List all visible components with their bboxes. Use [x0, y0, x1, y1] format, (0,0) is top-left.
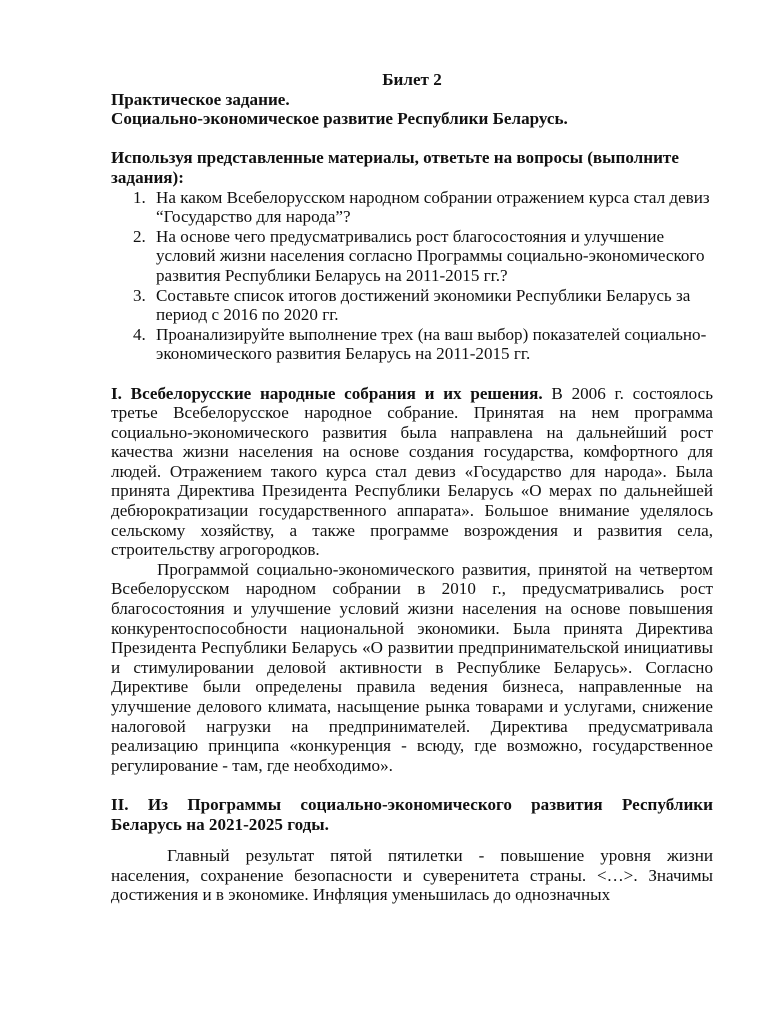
questions-list: [111, 188, 713, 364]
ticket-title: Билет 2: [382, 70, 442, 89]
section1-paragraph1: [111, 384, 713, 560]
document-body: [111, 70, 713, 905]
question-text: На каком Всебелорусском народном собрании отражением курса стал девиз “Государство для народа”?: [156, 187, 710, 227]
section1-paragraph1-text: В 2006 г. состоялось третье Всебелорусское народное собрание. Принятая на нем программа социально-экономического развития была направлена на дальнейший рост качества жизни населения на основе создания государства, комфортного для людей. Отражением такого курса стал девиз «Государство для народа». Была принята Директива Президента Республики Беларусь «О мерах по дальнейшей дебюрократизации государственного аппарата». Большое внимание уделялось сельскому хозяйству, а также программе возрождения и развития села, строительству агрогородков.: [111, 383, 713, 560]
question-item: [111, 227, 713, 286]
question-item: [111, 325, 713, 364]
spacer: [111, 364, 713, 384]
spacer: [111, 775, 713, 795]
question-item: [111, 188, 713, 227]
instruction-text: Используя представленные материалы, ответьте на вопросы (выполните задания):: [111, 148, 679, 187]
section1-heading: I. Всебелорусские народные собрания и их решения.: [111, 383, 543, 403]
task-heading: Практическое задание.: [111, 89, 290, 109]
spacer: [111, 834, 713, 846]
section2-heading: II. Из Программы социально-экономического развития Республики Беларусь на 2021-2025 годы.: [111, 794, 713, 834]
question-number: 3.: [133, 285, 146, 305]
question-text: Проанализируйте выполнение трех (на ваш выбор) показателей социально-экономического развития Беларусь на 2011-2015 гг.: [156, 324, 707, 364]
question-number: 4.: [133, 324, 146, 344]
question-number: 1.: [133, 187, 146, 207]
section2-paragraph1: Главный результат пятой пятилетки - повышение уровня жизни населения, сохранение безопасности и суверенитета страны. <…>. Значимы достижения и в экономике. Инфляция уменьшилась до однозначных: [111, 846, 713, 905]
question-item: [111, 286, 713, 325]
section1-paragraph2: Программой социально-экономического развития, принятой на четвертом Всебелорусском народном собрании в 2010 г., предусматривались рост благосостояния и улучшение условий жизни населения на основе повышения конкурентоспособности национальной экономики. Была принята Директива Президента Республики Беларусь «О развитии предпринимательской инициативы и стимулировании деловой активности в Республике Беларусь». Согласно Директиве были определены правила ведения бизнеса, направленные на улучшение делового климата, насыщение рынка товарами и услугами, снижение налоговой нагрузки на предпринимателей. Директива предусматривала реализацию принципа «конкуренция - всюду, где возможно, государственное регулирование - там, где необходимо».: [111, 559, 713, 775]
question-text: На основе чего предусматривались рост благосостояния и улучшение условий жизни населения согласно Программы социально-экономического развития Республики Беларусь на 2011-2015 гг.?: [156, 226, 705, 285]
question-number: 2.: [133, 226, 146, 246]
topic-heading: Социально-экономическое развитие Республики Беларусь.: [111, 109, 568, 129]
spacer: [111, 129, 713, 149]
question-text: Составьте список итогов достижений экономики Республики Беларусь за период с 2016 по 2020 гг.: [156, 285, 691, 325]
